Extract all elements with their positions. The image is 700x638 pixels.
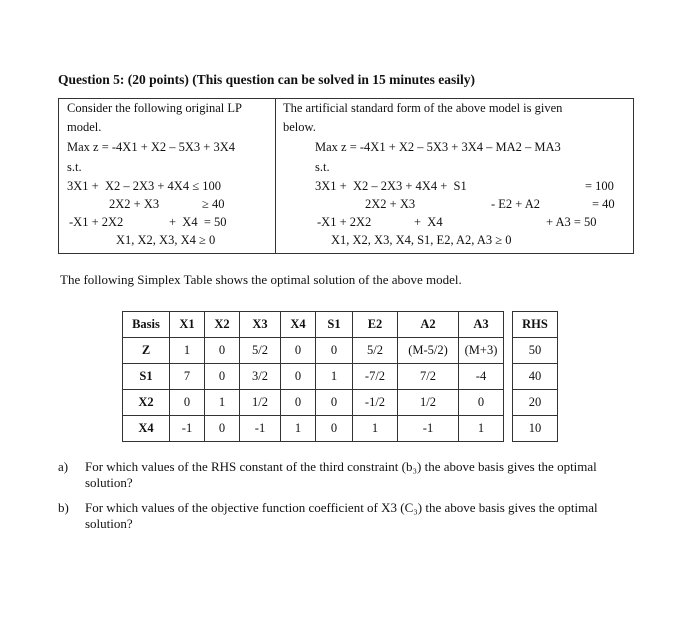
header-rhs: RHS (513, 312, 558, 338)
cell: 5/2 (240, 338, 281, 364)
cell: 0 (316, 338, 353, 364)
artificial-nonnegativity: X1, X2, X3, X4, S1, E2, A2, A3 ≥ 0 (331, 233, 512, 247)
header-x1: X1 (170, 312, 205, 338)
header-a2: A2 (398, 312, 459, 338)
original-intro: Consider the following original LP (67, 101, 242, 115)
cell: 1 (205, 390, 240, 416)
cell: 1/2 (240, 390, 281, 416)
table-header-row (123, 312, 558, 338)
cell: 0 (205, 338, 240, 364)
artificial-constraint-3-mid: + X4 (414, 215, 443, 229)
cell: X4 (123, 416, 170, 442)
cell: -1 (240, 416, 281, 442)
artificial-constraint-1-rhs: = 100 (585, 179, 614, 193)
header-x4: X4 (281, 312, 316, 338)
original-st: s.t. (67, 160, 82, 174)
cell: 3/2 (240, 364, 281, 390)
header-x3: X3 (240, 312, 281, 338)
cell: 20 (513, 390, 558, 416)
cell: 0 (205, 364, 240, 390)
original-constraint-3-lhs: -X1 + 2X2 (69, 215, 124, 229)
cell: (M-5/2) (398, 338, 459, 364)
table-row-s1 (123, 364, 558, 390)
cell: 1 (316, 364, 353, 390)
cell: 1 (459, 416, 504, 442)
cell: 50 (513, 338, 558, 364)
cell: 7/2 (398, 364, 459, 390)
artificial-constraint-3-lhs: -X1 + 2X2 (317, 215, 372, 229)
gap-cell (504, 416, 513, 442)
gap-cell (504, 338, 513, 364)
cell: -7/2 (353, 364, 398, 390)
artificial-constraint-2-lhs: 2X2 + X3 (365, 197, 416, 211)
artificial-constraint-3-rhs: + A3 = 50 (546, 215, 597, 229)
cell: 0 (316, 416, 353, 442)
artificial-constraint-2-rhs: = 40 (592, 197, 615, 211)
question-a-text: For which values of the RHS constant of the third constraint (b₃) the above basis gives the optimal solution? (85, 459, 597, 490)
cell: 0 (281, 390, 316, 416)
cell: 7 (170, 364, 205, 390)
cell: -1 (398, 416, 459, 442)
original-constraint-1: 3X1 + X2 – 2X3 + 4X4 ≤ 100 (67, 179, 221, 193)
cell: 0 (281, 338, 316, 364)
table-row-z (123, 338, 558, 364)
cell: 1 (281, 416, 316, 442)
cell: Z (123, 338, 170, 364)
cell: 0 (281, 364, 316, 390)
original-constraint-2-lhs: 2X2 + X3 (109, 197, 160, 211)
header-gap (504, 312, 513, 338)
cell: 1/2 (398, 390, 459, 416)
artificial-st: s.t. (315, 160, 330, 174)
table-row-x4 (123, 416, 558, 442)
cell: 5/2 (353, 338, 398, 364)
table-row-x2 (123, 390, 558, 416)
cell: 0 (316, 390, 353, 416)
header-e2: E2 (353, 312, 398, 338)
simplex-table (122, 311, 558, 442)
artificial-objective: Max z = -4X1 + X2 – 5X3 + 3X4 – MA2 – MA3 (315, 140, 561, 154)
cell: 1 (353, 416, 398, 442)
original-constraint-3-rhs: + X4 = 50 (169, 215, 227, 229)
header-s1: S1 (316, 312, 353, 338)
cell: -1/2 (353, 390, 398, 416)
cell: 0 (459, 390, 504, 416)
header-basis: Basis (123, 312, 170, 338)
gap-cell (504, 364, 513, 390)
original-constraint-2-rhs: ≥ 40 (202, 197, 225, 211)
cell: 10 (513, 416, 558, 442)
artificial-intro-2: below. (283, 120, 316, 134)
cell: 0 (170, 390, 205, 416)
gap-cell (504, 390, 513, 416)
artificial-intro: The artificial standard form of the above model is given (283, 101, 563, 115)
question-b-text: For which values of the objective function coefficient of X3 (C₃) the above basis gives the optimal solution? (85, 500, 598, 531)
cell: 40 (513, 364, 558, 390)
original-nonnegativity: X1, X2, X3, X4 ≥ 0 (116, 233, 216, 247)
question-b-label: b) (58, 500, 69, 515)
cell: 0 (205, 416, 240, 442)
lp-models-box (58, 98, 634, 254)
header-x2: X2 (205, 312, 240, 338)
artificial-constraint-1-lhs: 3X1 + X2 – 2X3 + 4X4 + S1 (315, 179, 467, 193)
cell: -1 (170, 416, 205, 442)
original-objective: Max z = -4X1 + X2 – 5X3 + 3X4 (67, 140, 236, 154)
cell: (M+3) (459, 338, 504, 364)
cell: S1 (123, 364, 170, 390)
table-intro: The following Simplex Table shows the optimal solution of the above model. (60, 272, 462, 287)
cell: -4 (459, 364, 504, 390)
question-a-label: a) (58, 459, 69, 474)
original-intro-2: model. (67, 120, 102, 134)
cell: 1 (170, 338, 205, 364)
artificial-constraint-2-mid: - E2 + A2 (491, 197, 541, 211)
question-title: Question 5: (20 points) (This question can be solved in 15 minutes easily) (58, 72, 476, 87)
header-a3: A3 (459, 312, 504, 338)
cell: X2 (123, 390, 170, 416)
box-divider (275, 99, 276, 253)
